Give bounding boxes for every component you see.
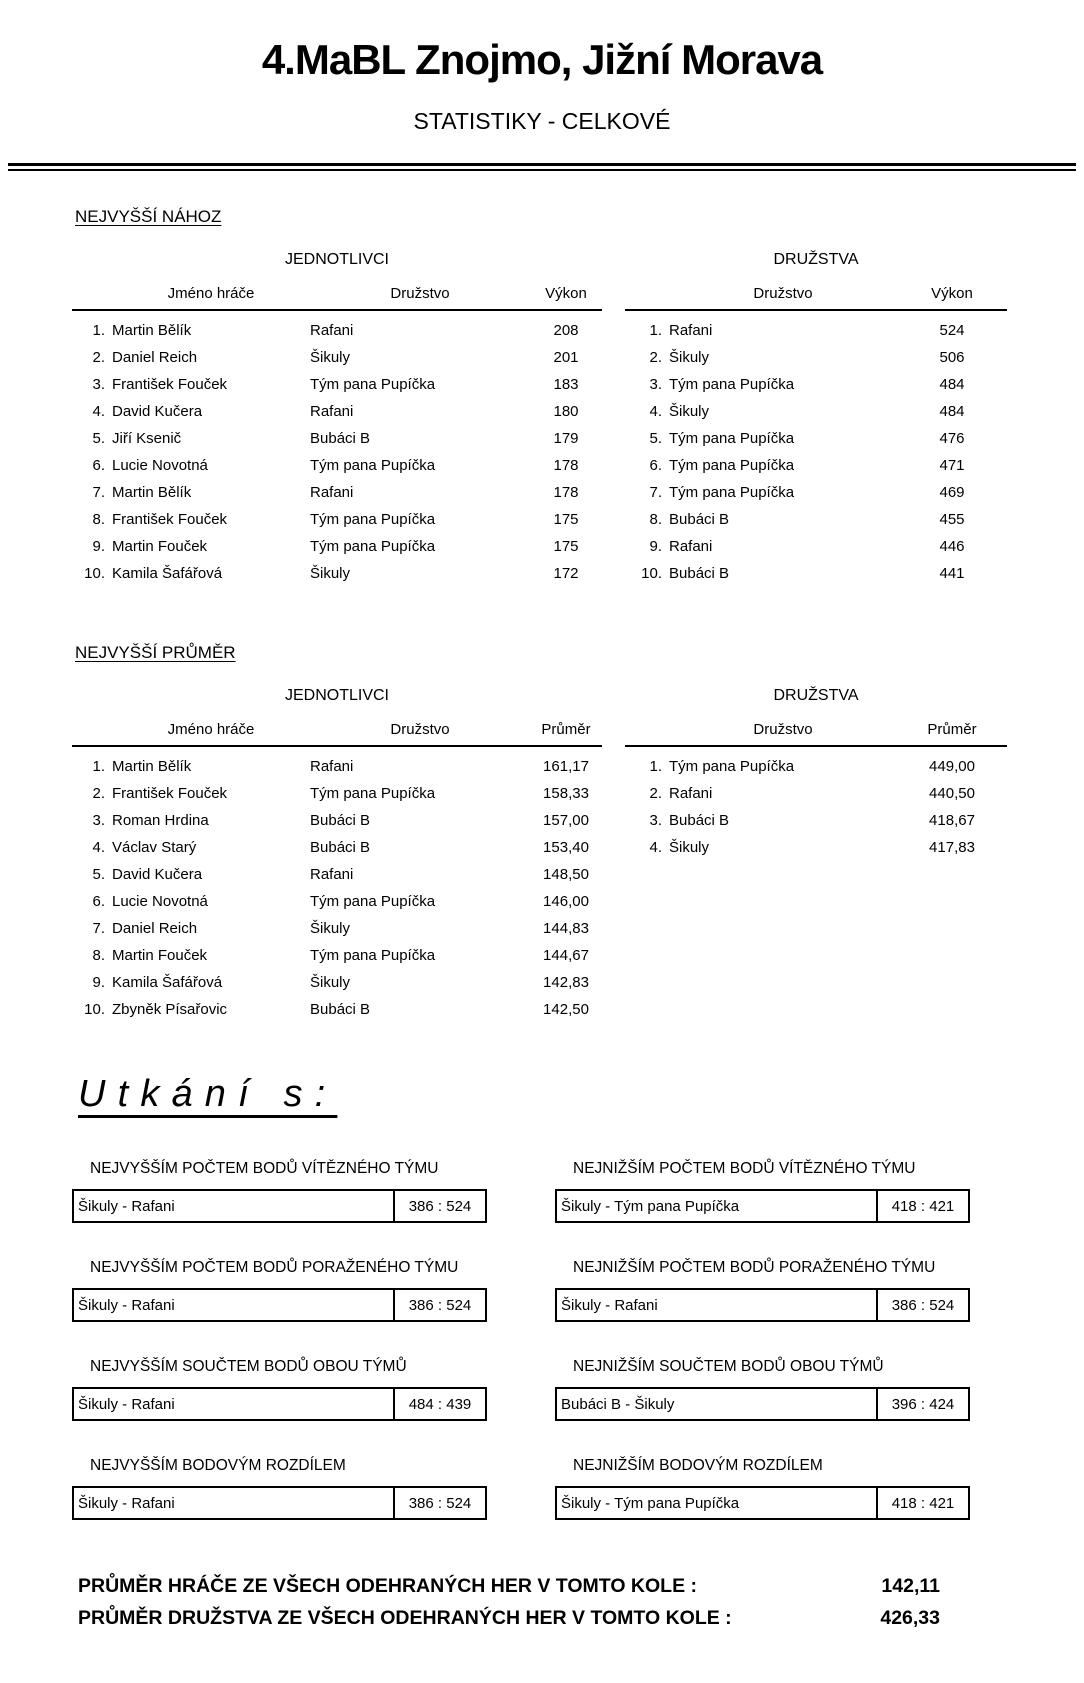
match-category-label: NEJNIŽŠÍM BODOVÝM ROZDÍLEM <box>573 1457 823 1474</box>
team-cell: Bubáci B <box>669 812 730 829</box>
value-cell: 142,83 <box>543 974 589 991</box>
column-header-team: Družstvo <box>753 721 813 738</box>
table-row <box>625 371 1007 398</box>
value-cell: 178 <box>553 484 579 501</box>
table-row <box>72 425 602 452</box>
table-row <box>72 996 602 1023</box>
rank-cell: 1. <box>649 322 662 339</box>
table-body <box>72 747 602 1023</box>
rank-cell: 3. <box>649 376 662 393</box>
table-header-row <box>625 285 1007 311</box>
table-row <box>72 888 602 915</box>
value-cell: 469 <box>939 484 965 501</box>
value-cell: 180 <box>553 403 579 420</box>
player-name-cell: Kamila Šafářová <box>112 974 223 991</box>
player-name-cell: Martin Bělík <box>112 484 192 501</box>
header-divider <box>8 163 1076 171</box>
team-cell: Tým pana Pupíčka <box>310 538 436 555</box>
team-cell: Tým pana Pupíčka <box>669 376 795 393</box>
team-cell: Tým pana Pupíčka <box>669 430 795 447</box>
table-row <box>72 452 602 479</box>
value-cell: 157,00 <box>543 812 589 829</box>
value-cell: 449,00 <box>929 758 975 775</box>
table-row <box>625 807 1007 834</box>
team-cell: Rafani <box>310 322 354 339</box>
rank-cell: 8. <box>92 947 105 964</box>
total-label: PRŮMĚR DRUŽSTVA ZE VŠECH ODEHRANÝCH HER V TOMTO KOLE : <box>78 1607 732 1629</box>
table-row <box>72 398 602 425</box>
value-cell: 146,00 <box>543 893 589 910</box>
match-record <box>72 1457 487 1520</box>
match-score: 418 : 421 <box>891 1197 955 1215</box>
player-name-cell: Martin Bělík <box>112 322 192 339</box>
match-score: 396 : 424 <box>891 1395 955 1413</box>
column-header-player-name: Jméno hráče <box>167 285 255 302</box>
table-header-row <box>72 285 602 311</box>
rank-cell: 2. <box>92 785 105 802</box>
table-row <box>625 780 1007 807</box>
prumer-teams-table <box>625 663 1007 1023</box>
table-body <box>625 747 1007 861</box>
value-cell: 144,67 <box>543 947 589 964</box>
rank-cell: 4. <box>649 839 662 856</box>
match-score: 386 : 524 <box>408 1494 472 1512</box>
value-cell: 506 <box>939 349 965 366</box>
value-cell: 179 <box>553 430 579 447</box>
prumer-tables <box>72 663 1084 1023</box>
total-value: 142,11 <box>881 1575 940 1597</box>
nahoz-tables <box>72 227 1084 587</box>
rank-cell: 4. <box>649 403 662 420</box>
rank-cell: 6. <box>92 893 105 910</box>
table-row <box>72 780 602 807</box>
value-cell: 441 <box>939 565 965 582</box>
match-record <box>72 1160 487 1223</box>
column-header-performance: Výkon <box>545 285 587 302</box>
team-cell: Šikuly <box>669 839 710 856</box>
team-cell: Rafani <box>669 785 713 802</box>
rank-cell: 3. <box>92 376 105 393</box>
section-heading-utkani: Utkání s: <box>78 1073 338 1115</box>
team-cell: Tým pana Pupíčka <box>310 376 436 393</box>
table-title-individuals: JEDNOTLIVCI <box>284 687 389 704</box>
rank-cell: 1. <box>92 758 105 775</box>
table-row <box>625 398 1007 425</box>
team-cell: Rafani <box>310 403 354 420</box>
rank-cell: 7. <box>92 920 105 937</box>
table-row <box>625 560 1007 587</box>
value-cell: 471 <box>939 457 965 474</box>
match-category-label: NEJVYŠŠÍM POČTEM BODŮ VÍTĚZNÉHO TÝMU <box>90 1160 439 1177</box>
match-box <box>72 1387 487 1421</box>
table-header-row <box>625 721 1007 747</box>
player-name-cell: David Kučera <box>112 403 203 420</box>
player-name-cell: Daniel Reich <box>112 920 198 937</box>
team-cell: Rafani <box>669 322 713 339</box>
column-header-average: Průměr <box>927 721 977 738</box>
rank-cell: 5. <box>92 430 105 447</box>
page-subtitle: STATISTIKY - CELKOVÉ <box>413 108 671 134</box>
player-name-cell: Václav Starý <box>112 839 197 856</box>
team-cell: Šikuly <box>310 974 351 991</box>
team-cell: Tým pana Pupíčka <box>310 457 436 474</box>
rank-cell: 3. <box>92 812 105 829</box>
column-header-team: Družstvo <box>390 721 450 738</box>
player-name-cell: Lucie Novotná <box>112 457 208 474</box>
match-score: 386 : 524 <box>408 1197 472 1215</box>
match-category-label: NEJVYŠŠÍM POČTEM BODŮ PORAŽENÉHO TÝMU <box>90 1259 459 1276</box>
match-pairing: Šikuly - Rafani <box>74 1488 395 1518</box>
match-pairing: Šikuly - Rafani <box>557 1290 878 1320</box>
match-box <box>555 1486 970 1520</box>
player-name-cell: František Fouček <box>112 511 228 528</box>
rank-cell: 8. <box>649 511 662 528</box>
page-title: 4.MaBL Znojmo, Jižní Morava <box>261 36 823 83</box>
match-record <box>555 1160 970 1223</box>
team-cell: Bubáci B <box>669 565 730 582</box>
rank-cell: 8. <box>92 511 105 528</box>
rank-cell: 4. <box>92 403 105 420</box>
match-category-label: NEJNIŽŠÍM POČTEM BODŮ VÍTĚZNÉHO TÝMU <box>573 1160 916 1177</box>
team-cell: Tým pana Pupíčka <box>669 457 795 474</box>
match-box <box>555 1387 970 1421</box>
value-cell: 208 <box>553 322 579 339</box>
value-cell: 440,50 <box>929 785 975 802</box>
total-line <box>78 1602 940 1634</box>
rank-cell: 7. <box>649 484 662 501</box>
player-name-cell: Jiří Ksenič <box>112 430 182 447</box>
value-cell: 455 <box>939 511 965 528</box>
rank-cell: 1. <box>649 758 662 775</box>
match-category-label: NEJVYŠŠÍM BODOVÝM ROZDÍLEM <box>90 1457 346 1474</box>
team-cell: Šikuly <box>669 403 710 420</box>
team-cell: Šikuly <box>310 565 351 582</box>
player-name-cell: Martin Bělík <box>112 758 192 775</box>
match-pairing: Šikuly - Rafani <box>74 1191 395 1221</box>
team-cell: Šikuly <box>310 349 351 366</box>
nahoz-individuals-table <box>72 227 602 587</box>
value-cell: 178 <box>553 457 579 474</box>
match-box <box>72 1486 487 1520</box>
table-title-teams: DRUŽSTVA <box>773 687 859 704</box>
total-line <box>78 1570 940 1602</box>
match-category-label: NEJNIŽŠÍM SOUČTEM BODŮ OBOU TÝMŮ <box>573 1358 884 1375</box>
table-title-teams: DRUŽSTVA <box>773 251 859 268</box>
table-row <box>625 533 1007 560</box>
match-record <box>555 1358 970 1421</box>
rank-cell: 2. <box>649 349 662 366</box>
value-cell: 484 <box>939 403 965 420</box>
player-name-cell: Lucie Novotná <box>112 893 208 910</box>
rank-cell: 5. <box>92 866 105 883</box>
match-record <box>72 1358 487 1421</box>
value-cell: 144,83 <box>543 920 589 937</box>
team-cell: Bubáci B <box>669 511 730 528</box>
team-cell: Tým pana Pupíčka <box>669 484 795 501</box>
player-name-cell: František Fouček <box>112 376 228 393</box>
value-cell: 175 <box>553 538 579 555</box>
match-record <box>555 1457 970 1520</box>
match-category-label: NEJVYŠŠÍM SOUČTEM BODŮ OBOU TÝMŮ <box>90 1358 407 1375</box>
divider-line-bottom <box>8 169 1076 171</box>
team-cell: Rafani <box>310 866 354 883</box>
value-cell: 476 <box>939 430 965 447</box>
rank-cell: 3. <box>649 812 662 829</box>
table-row <box>625 344 1007 371</box>
prumer-individuals-table <box>72 663 602 1023</box>
table-row <box>72 753 602 780</box>
match-pairing: Šikuly - Tým pana Pupíčka <box>557 1488 878 1518</box>
nahoz-teams-table <box>625 227 1007 587</box>
rank-cell: 10. <box>84 565 105 582</box>
team-cell: Šikuly <box>669 349 710 366</box>
value-cell: 201 <box>553 349 579 366</box>
total-label: PRŮMĚR HRÁČE ZE VŠECH ODEHRANÝCH HER V TOMTO KOLE : <box>78 1575 697 1597</box>
team-cell: Rafani <box>669 538 713 555</box>
rank-cell: 4. <box>92 839 105 856</box>
rank-cell: 5. <box>649 430 662 447</box>
table-row <box>72 915 602 942</box>
table-row <box>72 533 602 560</box>
team-cell: Rafani <box>310 758 354 775</box>
player-name-cell: Martin Fouček <box>112 538 208 555</box>
team-cell: Bubáci B <box>310 430 371 447</box>
team-cell: Bubáci B <box>310 839 371 856</box>
value-cell: 172 <box>553 565 579 582</box>
match-box <box>72 1189 487 1223</box>
table-row <box>72 506 602 533</box>
team-cell: Tým pana Pupíčka <box>310 785 436 802</box>
match-box <box>555 1288 970 1322</box>
match-score: 484 : 439 <box>408 1395 472 1413</box>
team-cell: Tým pana Pupíčka <box>310 511 436 528</box>
team-cell: Bubáci B <box>310 812 371 829</box>
match-records-grid <box>72 1160 1084 1520</box>
match-box <box>72 1288 487 1322</box>
table-row <box>72 969 602 996</box>
section-heading-nahoz: NEJVYŠŠÍ NÁHOZ <box>75 207 222 226</box>
player-name-cell: Kamila Šafářová <box>112 565 223 582</box>
value-cell: 524 <box>939 322 965 339</box>
table-row <box>625 425 1007 452</box>
value-cell: 418,67 <box>929 812 975 829</box>
table-row <box>72 560 602 587</box>
value-cell: 183 <box>553 376 579 393</box>
section-heading-prumer: NEJVYŠŠÍ PRŮMĚR <box>75 643 236 662</box>
match-pairing: Bubáci B - Šikuly <box>557 1389 878 1419</box>
column-header-player-name: Jméno hráče <box>167 721 255 738</box>
rank-cell: 6. <box>92 457 105 474</box>
column-header-performance: Výkon <box>931 285 973 302</box>
rank-cell: 1. <box>92 322 105 339</box>
table-row <box>625 506 1007 533</box>
table-row <box>72 834 602 861</box>
rank-cell: 2. <box>92 349 105 366</box>
table-title-individuals: JEDNOTLIVCI <box>284 251 389 268</box>
player-name-cell: František Fouček <box>112 785 228 802</box>
divider-line-top <box>8 163 1076 166</box>
table-body <box>72 311 602 587</box>
table-body <box>625 311 1007 587</box>
rank-cell: 2. <box>649 785 662 802</box>
player-name-cell: Roman Hrdina <box>112 812 209 829</box>
table-row <box>625 317 1007 344</box>
match-score: 418 : 421 <box>891 1494 955 1512</box>
rank-cell: 6. <box>649 457 662 474</box>
table-row <box>625 753 1007 780</box>
player-name-cell: Martin Fouček <box>112 947 208 964</box>
player-name-cell: Daniel Reich <box>112 349 198 366</box>
table-row <box>72 371 602 398</box>
table-row <box>625 452 1007 479</box>
team-cell: Tým pana Pupíčka <box>310 893 436 910</box>
match-pairing: Šikuly - Tým pana Pupíčka <box>557 1191 878 1221</box>
totals-summary <box>78 1570 940 1634</box>
team-cell: Šikuly <box>310 920 351 937</box>
team-cell: Tým pana Pupíčka <box>669 758 795 775</box>
total-value: 426,33 <box>880 1607 940 1629</box>
match-category-label: NEJNIŽŠÍM POČTEM BODŮ PORAŽENÉHO TÝMU <box>573 1259 936 1276</box>
player-name-cell: Zbyněk Písařovic <box>112 1001 228 1018</box>
value-cell: 158,33 <box>543 785 589 802</box>
table-row <box>72 807 602 834</box>
rank-cell: 9. <box>92 538 105 555</box>
value-cell: 142,50 <box>543 1001 589 1018</box>
rank-cell: 7. <box>92 484 105 501</box>
match-score: 386 : 524 <box>408 1296 472 1314</box>
value-cell: 153,40 <box>543 839 589 856</box>
rank-cell: 9. <box>92 974 105 991</box>
table-row <box>625 834 1007 861</box>
match-score: 386 : 524 <box>891 1296 955 1314</box>
rank-cell: 9. <box>649 538 662 555</box>
table-row <box>72 861 602 888</box>
team-cell: Bubáci B <box>310 1001 371 1018</box>
match-record <box>72 1259 487 1322</box>
match-box <box>555 1189 970 1223</box>
value-cell: 446 <box>939 538 965 555</box>
value-cell: 148,50 <box>543 866 589 883</box>
table-row <box>72 317 602 344</box>
value-cell: 484 <box>939 376 965 393</box>
match-pairing: Šikuly - Rafani <box>74 1290 395 1320</box>
player-name-cell: David Kučera <box>112 866 203 883</box>
value-cell: 161,17 <box>543 758 589 775</box>
column-header-team: Družstvo <box>753 285 813 302</box>
match-record <box>555 1259 970 1322</box>
team-cell: Rafani <box>310 484 354 501</box>
table-row <box>625 479 1007 506</box>
match-pairing: Šikuly - Rafani <box>74 1389 395 1419</box>
table-row <box>72 942 602 969</box>
column-header-average: Průměr <box>541 721 591 738</box>
rank-cell: 10. <box>84 1001 105 1018</box>
value-cell: 417,83 <box>929 839 975 856</box>
rank-cell: 10. <box>641 565 662 582</box>
column-header-team: Družstvo <box>390 285 450 302</box>
team-cell: Tým pana Pupíčka <box>310 947 436 964</box>
table-row <box>72 344 602 371</box>
value-cell: 175 <box>553 511 579 528</box>
table-header-row <box>72 721 602 747</box>
table-row <box>72 479 602 506</box>
